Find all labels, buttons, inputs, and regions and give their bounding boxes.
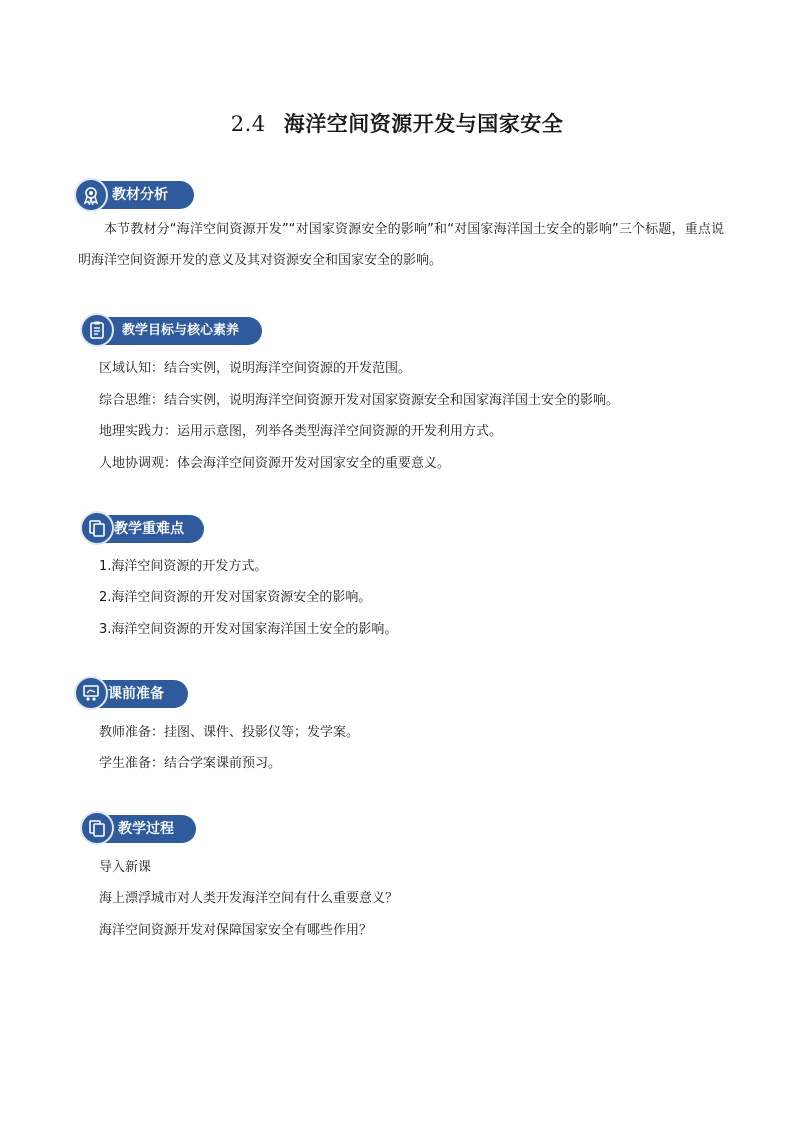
page-title — [0, 108, 794, 138]
documents-icon — [80, 511, 114, 545]
process-item: 海洋空间资源开发对保障国家安全有哪些作用？ — [99, 923, 373, 938]
section-heading: 课前准备 — [108, 686, 164, 702]
clipboard-icon — [80, 313, 114, 347]
preparation-item: 学生准备：结合学案课前预习。 — [99, 756, 282, 771]
presentation-icon — [74, 676, 108, 710]
section-header-goals — [96, 317, 262, 345]
documents-icon — [80, 811, 114, 845]
keypoint-item: 1.海洋空间资源的开发方式。 — [99, 559, 268, 574]
goal-item: 人地协调观：体会海洋空间资源开发对国家安全的重要意义。 — [99, 456, 451, 471]
section-heading: 教材分析 — [112, 187, 168, 203]
keypoint-item: 2.海洋空间资源的开发对国家资源安全的影响。 — [99, 590, 372, 605]
keypoint-item: 3.海洋空间资源的开发对国家海洋国土安全的影响。 — [99, 622, 398, 637]
section-number: 2.4 — [230, 112, 266, 136]
goal-item: 综合思维：结合实例，说明海洋空间资源开发对国家资源安全和国家海洋国土安全的影响。 — [99, 393, 620, 408]
title-text: 海洋空间资源开发与国家安全 — [283, 111, 564, 136]
section-heading: 教学重难点 — [114, 521, 184, 537]
preparation-item: 教师准备：挂图、课件、投影仪等；发学案。 — [99, 725, 360, 740]
process-item: 海上漂浮城市对人类开发海洋空间有什么重要意义？ — [99, 891, 399, 906]
analysis-paragraph: 本节教材分“海洋空间资源开发”“对国家资源安全的影响”和“对国家海洋国土安全的影响”三个标题，重点说明海洋空间资源开发的意义及其对资源安全和国家安全的影响。 — [78, 222, 724, 268]
goal-item: 地理实践力：运用示意图，列举各类型海洋空间资源的开发利用方式。 — [99, 424, 503, 439]
section-heading: 教学目标与核心素养 — [122, 323, 240, 338]
award-icon — [74, 178, 108, 212]
goal-item: 区域认知：结合实例，说明海洋空间资源的开发范围。 — [99, 361, 412, 376]
section-heading: 教学过程 — [118, 821, 174, 837]
process-item: 导入新课 — [99, 860, 152, 875]
